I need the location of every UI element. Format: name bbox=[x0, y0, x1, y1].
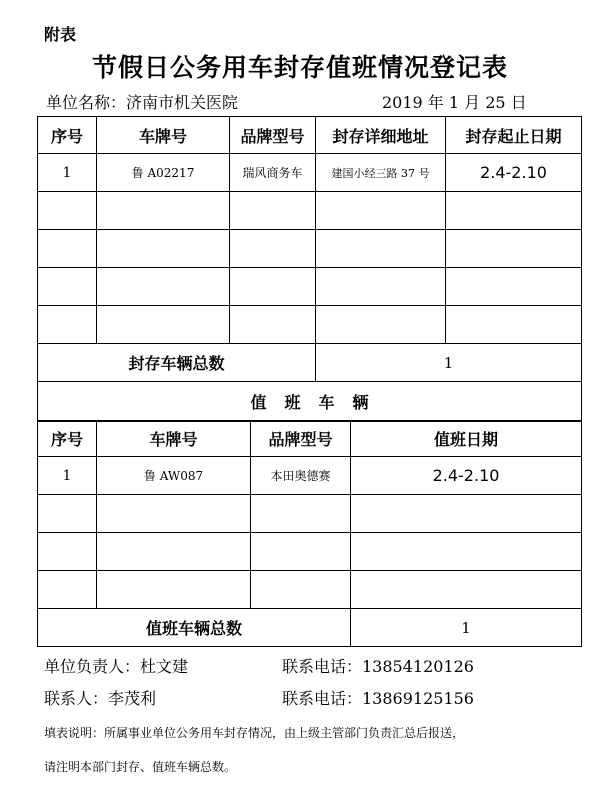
row-index: 1 bbox=[38, 457, 97, 495]
phone-2: 联系电话：13869125156 bbox=[282, 689, 474, 708]
table-row bbox=[38, 230, 582, 268]
row-dates: 2.4-2.10 bbox=[446, 154, 582, 192]
duty-total-row bbox=[38, 609, 582, 647]
duty-section-title: 值班车辆 bbox=[38, 382, 582, 422]
table-row bbox=[38, 154, 582, 192]
col-index: 序号 bbox=[38, 421, 97, 457]
col-model: 品牌型号 bbox=[230, 117, 316, 154]
empty-cell bbox=[351, 495, 582, 533]
empty-cell bbox=[97, 533, 251, 571]
empty-cell bbox=[97, 571, 251, 609]
empty-cell bbox=[38, 306, 97, 344]
col-plate: 车牌号 bbox=[97, 117, 230, 154]
empty-cell bbox=[38, 571, 97, 609]
col-address: 封存详细地址 bbox=[316, 117, 446, 154]
phone-1: 联系电话：13854120126 bbox=[282, 657, 474, 676]
report-date: 2019 年 1 月 25 日 bbox=[382, 93, 527, 112]
duty-total-label: 值班车辆总数 bbox=[38, 609, 351, 647]
table-row bbox=[38, 571, 582, 609]
unit-name: 单位名称：济南市机关医院 bbox=[46, 93, 239, 112]
attachment-label: 附表 bbox=[44, 25, 77, 44]
table-row bbox=[38, 495, 582, 533]
row-index: 1 bbox=[38, 154, 97, 192]
empty-cell bbox=[97, 306, 230, 344]
empty-cell bbox=[38, 268, 97, 306]
col-seal-dates: 封存起止日期 bbox=[446, 117, 582, 154]
empty-cell bbox=[351, 533, 582, 571]
col-duty-dates: 值班日期 bbox=[351, 421, 582, 457]
responsible-person: 单位负责人：杜文建 bbox=[44, 657, 189, 676]
empty-cell bbox=[230, 192, 316, 230]
empty-cell bbox=[97, 230, 230, 268]
duty-header-row bbox=[38, 421, 582, 457]
empty-cell bbox=[316, 192, 446, 230]
row-dates: 2.4-2.10 bbox=[351, 457, 582, 495]
empty-cell bbox=[251, 571, 351, 609]
sealed-header-row bbox=[38, 117, 582, 154]
duty-total-value: 1 bbox=[351, 609, 582, 647]
instructions-line-2: 请注明本部门封存、值班车辆总数。 bbox=[44, 760, 237, 774]
table-row bbox=[38, 192, 582, 230]
empty-cell bbox=[38, 495, 97, 533]
empty-cell bbox=[446, 230, 582, 268]
empty-cell bbox=[251, 533, 351, 571]
table-row bbox=[38, 306, 582, 344]
duty-section-row bbox=[38, 382, 582, 422]
col-plate: 车牌号 bbox=[97, 421, 251, 457]
empty-cell bbox=[38, 533, 97, 571]
row-plate: 鲁 AW087 bbox=[97, 457, 251, 495]
empty-cell bbox=[446, 192, 582, 230]
table-row bbox=[38, 533, 582, 571]
empty-cell bbox=[316, 268, 446, 306]
row-plate: 鲁 A02217 bbox=[97, 154, 230, 192]
empty-cell bbox=[230, 268, 316, 306]
table-row bbox=[38, 268, 582, 306]
col-index: 序号 bbox=[38, 117, 97, 154]
sealed-vehicles-table bbox=[37, 116, 582, 422]
empty-cell bbox=[316, 306, 446, 344]
empty-cell bbox=[97, 495, 251, 533]
empty-cell bbox=[97, 268, 230, 306]
empty-cell bbox=[38, 230, 97, 268]
instructions-line-1: 填表说明：所属事业单位公务用车封存情况，由上级主管部门负责汇总后报送， bbox=[44, 726, 465, 740]
empty-cell bbox=[251, 495, 351, 533]
page-title: 节假日公务用车封存值班情况登记表 bbox=[91, 53, 508, 82]
empty-cell bbox=[38, 192, 97, 230]
contact-person: 联系人：李茂利 bbox=[44, 689, 157, 708]
empty-cell bbox=[230, 306, 316, 344]
table-row bbox=[38, 457, 582, 495]
empty-cell bbox=[446, 268, 582, 306]
empty-cell bbox=[97, 192, 230, 230]
duty-vehicles-table bbox=[37, 420, 582, 647]
sealed-total-label: 封存车辆总数 bbox=[38, 344, 316, 382]
sealed-total-row bbox=[38, 344, 582, 382]
empty-cell bbox=[351, 571, 582, 609]
row-model: 瑞风商务车 bbox=[230, 154, 316, 192]
empty-cell bbox=[446, 306, 582, 344]
col-model: 品牌型号 bbox=[251, 421, 351, 457]
sealed-total-value: 1 bbox=[316, 344, 582, 382]
row-address: 建国小经三路 37 号 bbox=[316, 154, 446, 192]
empty-cell bbox=[316, 230, 446, 268]
row-model: 本田奥德赛 bbox=[251, 457, 351, 495]
empty-cell bbox=[230, 230, 316, 268]
